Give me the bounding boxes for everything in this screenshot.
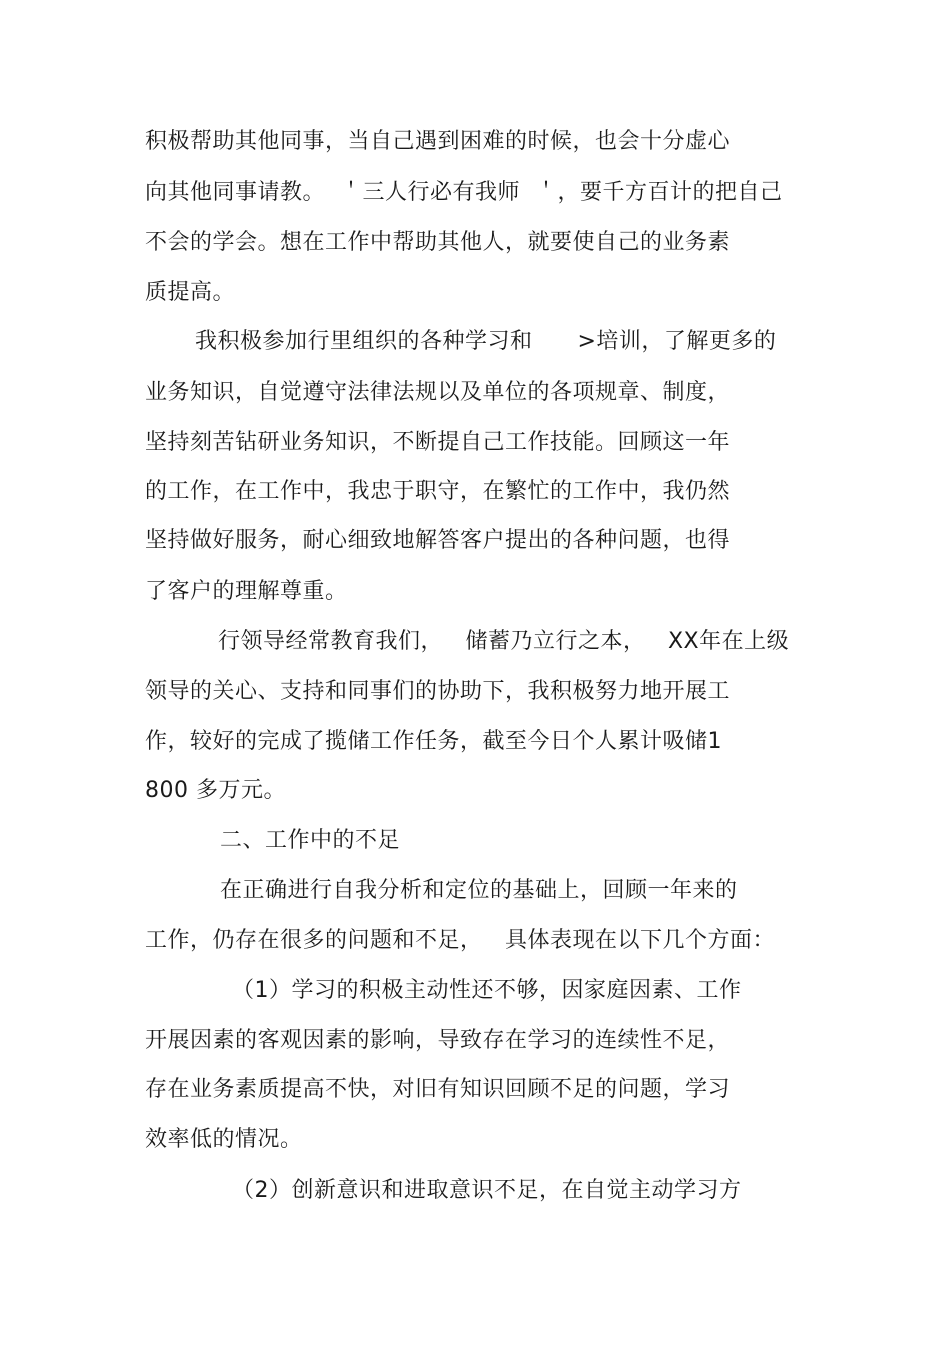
text-line: 作，较好的完成了揽储工作任务，截至今日个人累计吸储1 bbox=[145, 729, 722, 754]
text-line: 坚持做好服务，耐心细致地解答客户提出的各种问题，也得 bbox=[145, 528, 731, 553]
text-line: 不会的学会。想在工作中帮助其他人，就要使自己的业务素 bbox=[145, 230, 731, 255]
text-line: 存在业务素质提高不快，对旧有知识回顾不足的问题，学习 bbox=[145, 1077, 731, 1102]
text-line: 效率低的情况。 bbox=[145, 1127, 303, 1152]
text-line: 在正确进行自我分析和定位的基础上，回顾一年来的 bbox=[220, 878, 738, 903]
text-line: 积极帮助其他同事，当自己遇到困难的时候，也会十分虚心 bbox=[145, 129, 731, 154]
text-line: 坚持刻苦钻研业务知识，不断提自己工作技能。回顾这一年 bbox=[145, 430, 731, 455]
text-line: 向其他同事请教。 ＇三人行必有我师 ＇，要千方百计的把自己 bbox=[145, 180, 783, 205]
text-line: 行领导经常教育我们， 储蓄乃立行之本， XX年在上级 bbox=[218, 629, 790, 654]
text-line: 800 多万元。 bbox=[145, 778, 286, 803]
text-line: 领导的关心、支持和同事们的协助下，我积极努力地开展工 bbox=[145, 679, 731, 704]
text-line: 开展因素的客观因素的影响，导致存在学习的连续性不足， bbox=[145, 1028, 731, 1053]
text-line: （2）创新意识和进取意识不足，在自觉主动学习方 bbox=[232, 1178, 742, 1203]
text-line: 质提高。 bbox=[145, 280, 236, 305]
text-line: 我积极参加行里组织的各种学习和 >培训，了解更多的 bbox=[195, 329, 777, 354]
text-line: 业务知识，自觉遵守法律法规以及单位的各项规章、制度， bbox=[145, 380, 731, 405]
text-line: 工作，仍存在很多的问题和不足， 具体表现在以下几个方面： bbox=[145, 928, 775, 953]
text-line: 的工作，在工作中，我忠于职守，在繁忙的工作中，我仍然 bbox=[145, 479, 731, 504]
text-line: （1）学习的积极主动性还不够，因家庭因素、工作 bbox=[232, 978, 742, 1003]
text-line: 了客户的理解尊重。 bbox=[145, 579, 348, 604]
section-heading: 二、工作中的不足 bbox=[220, 828, 401, 853]
